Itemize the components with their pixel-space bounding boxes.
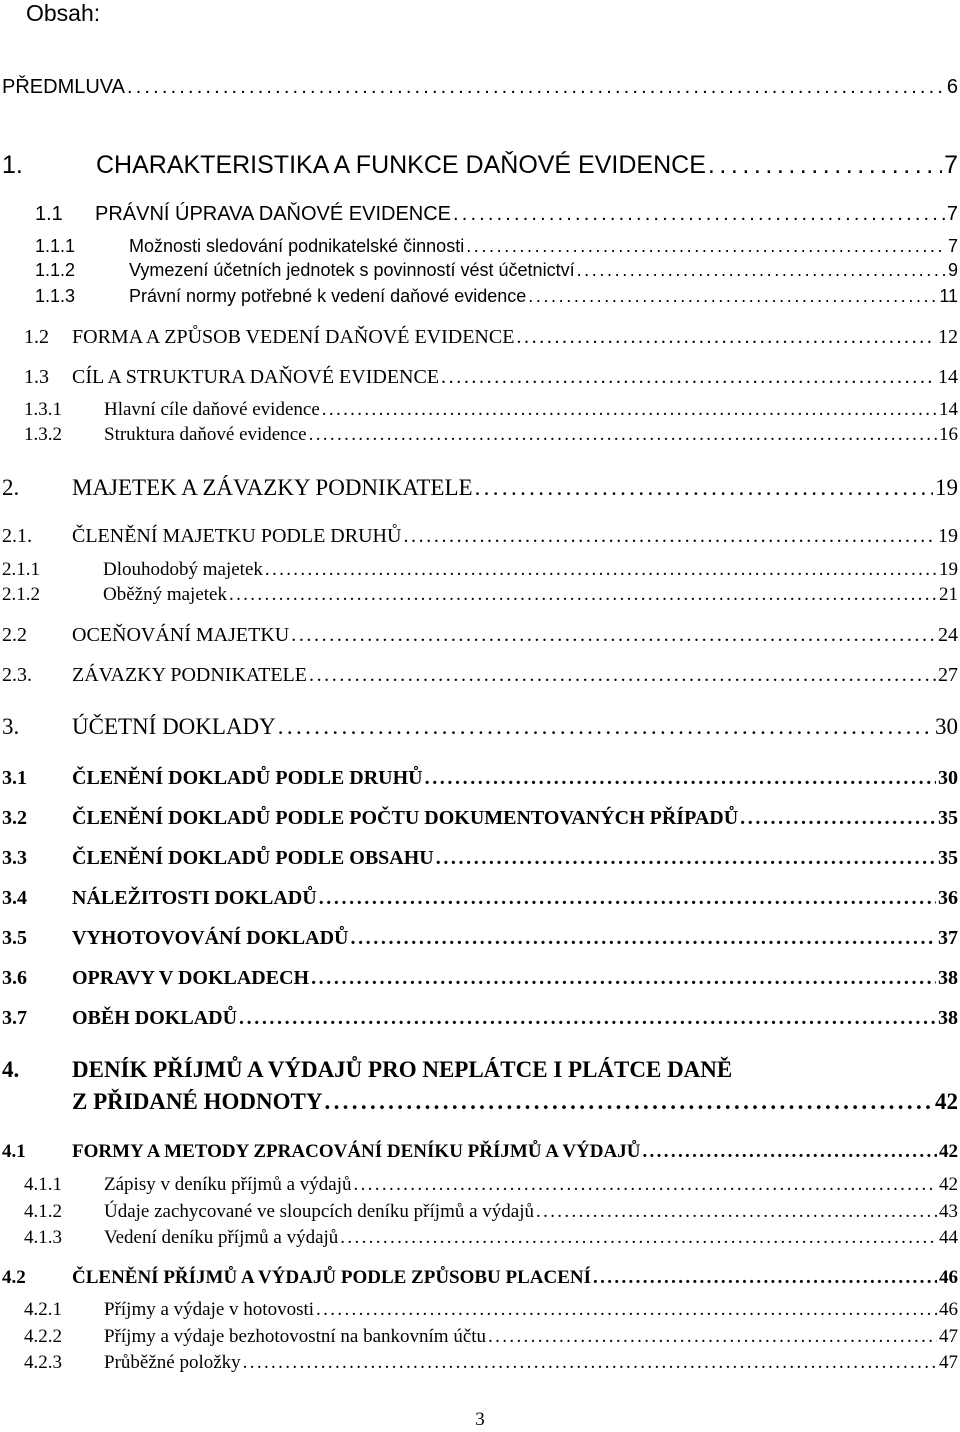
toc-entry[interactable] bbox=[24, 1199, 958, 1224]
toc-leader-dots bbox=[229, 582, 937, 607]
toc-leader-dots bbox=[311, 965, 936, 991]
toc-entry-page: 37 bbox=[938, 927, 958, 949]
toc-entry-number: 1.1.3 bbox=[35, 286, 76, 306]
toc-entry-page: 35 bbox=[938, 807, 958, 829]
toc-entry-number: 3.1 bbox=[2, 767, 27, 789]
toc-entry-number: 3.2 bbox=[2, 807, 27, 829]
toc-leader-dots bbox=[441, 364, 936, 390]
toc-entry-page: 7 bbox=[944, 151, 958, 179]
toc-entry[interactable] bbox=[2, 1005, 958, 1031]
toc-leader-dots bbox=[127, 74, 945, 100]
toc-entry-number: 2.3. bbox=[2, 664, 32, 686]
toc-leader-dots bbox=[322, 397, 937, 422]
toc-entry[interactable] bbox=[2, 885, 958, 911]
toc-entry[interactable] bbox=[24, 1225, 958, 1250]
toc-entry-title: Možnosti sledování podnikatelské činnosti bbox=[129, 236, 465, 256]
toc-entry-title: Zápisy v deníku příjmů a výdajů bbox=[104, 1174, 352, 1195]
toc-entry-number: 3. bbox=[2, 714, 20, 739]
toc-entry-number: 4.2.3 bbox=[24, 1352, 62, 1373]
toc-leader-dots bbox=[239, 1005, 936, 1031]
toc-entry-page: 14 bbox=[938, 366, 958, 388]
toc-entry[interactable] bbox=[2, 712, 958, 741]
toc-entry-number: 2.2 bbox=[2, 624, 27, 646]
toc-entry-number: 3.3 bbox=[2, 847, 27, 869]
toc-entry[interactable] bbox=[35, 284, 958, 308]
toc-entry[interactable] bbox=[2, 622, 958, 648]
toc-entry[interactable] bbox=[2, 765, 958, 791]
toc-entry-title: ČLENĚNÍ PŘÍJMŮ A VÝDAJŮ PODLE ZPŮSOBU PLACENÍ bbox=[72, 1267, 592, 1288]
toc-entry-page: 47 bbox=[939, 1352, 958, 1373]
toc-entry[interactable] bbox=[24, 397, 958, 422]
toc-leader-dots bbox=[324, 1087, 933, 1116]
toc-entry-number: 2. bbox=[2, 475, 20, 500]
toc-entry-page: 16 bbox=[939, 424, 958, 445]
toc-entry-number: 4.1.1 bbox=[24, 1174, 62, 1195]
toc-entry-title: VYHOTOVOVÁNÍ DOKLADŮ bbox=[72, 927, 349, 949]
toc-entry-number: 1.1.1 bbox=[35, 236, 76, 256]
toc-entry-page: 9 bbox=[947, 260, 958, 280]
toc-entry[interactable] bbox=[2, 1265, 958, 1290]
toc-entry[interactable] bbox=[2, 582, 958, 607]
toc-entry-title: Příjmy a výdaje bezhotovostní na bankovním účtu bbox=[104, 1326, 487, 1347]
toc-entry[interactable] bbox=[24, 1350, 958, 1375]
toc-entry[interactable] bbox=[2, 925, 958, 951]
toc-entry[interactable] bbox=[35, 234, 958, 258]
toc-entry-page: 27 bbox=[938, 664, 958, 686]
toc-entry-number: 2.1.1 bbox=[2, 559, 40, 580]
toc-entry-page: 43 bbox=[939, 1201, 958, 1222]
toc-leader-dots bbox=[453, 201, 945, 227]
toc-entry-page: 21 bbox=[939, 584, 958, 605]
toc-entry-title-continued: Z PŘIDANÉ HODNOTY bbox=[72, 1089, 323, 1114]
toc-entry-title: PRÁVNÍ ÚPRAVA DAŇOVÉ EVIDENCE bbox=[95, 203, 452, 225]
toc-leader-dots bbox=[708, 150, 942, 181]
toc-entry-page: 47 bbox=[939, 1326, 958, 1347]
toc-entry[interactable] bbox=[24, 1297, 958, 1322]
toc-entry-page: 11 bbox=[939, 286, 958, 306]
toc-entry-title: Údaje zachycované ve sloupcích deníku příjmů a výdajů bbox=[104, 1201, 534, 1222]
toc-leader-dots bbox=[528, 284, 937, 308]
toc-entry-title: ČLENĚNÍ DOKLADŮ PODLE POČTU DOKUMENTOVANÝCH PŘÍPADŮ bbox=[72, 807, 739, 829]
toc-entry-number: 4.2 bbox=[2, 1267, 26, 1288]
toc-leader-dots bbox=[278, 712, 933, 741]
toc-entry-page: 35 bbox=[938, 847, 958, 869]
toc-entry-number: 2.1. bbox=[2, 525, 32, 547]
toc-entry-number: 3.4 bbox=[2, 887, 27, 909]
toc-leader-dots bbox=[536, 1199, 937, 1224]
toc-entry-page: 19 bbox=[935, 475, 958, 500]
toc-entry[interactable] bbox=[2, 74, 958, 100]
toc-entry-number: 4.2.2 bbox=[24, 1326, 62, 1347]
toc-leader-dots bbox=[243, 1350, 937, 1375]
toc-heading: Obsah: bbox=[26, 0, 101, 26]
toc-entry-page: 12 bbox=[938, 326, 958, 348]
toc-leader-dots bbox=[425, 765, 936, 791]
toc-entry[interactable] bbox=[2, 523, 958, 549]
toc-leader-dots bbox=[265, 557, 937, 582]
toc-entry-title: Příjmy a výdaje v hotovosti bbox=[104, 1299, 315, 1320]
toc-entry[interactable] bbox=[24, 1172, 958, 1197]
toc-entry-page: 19 bbox=[939, 559, 958, 580]
toc-entry-page: 30 bbox=[938, 767, 958, 789]
toc-leader-dots bbox=[516, 324, 936, 350]
toc-entry[interactable] bbox=[35, 258, 958, 282]
toc-leader-dots bbox=[309, 662, 936, 688]
toc-entry-page: 42 bbox=[935, 1089, 958, 1114]
toc-entry-page: 42 bbox=[939, 1174, 958, 1195]
toc-leader-dots bbox=[436, 845, 936, 871]
toc-entry[interactable] bbox=[72, 1087, 958, 1116]
toc-leader-dots bbox=[350, 925, 936, 951]
toc-entry-page: 14 bbox=[939, 399, 958, 420]
toc-entry[interactable] bbox=[2, 662, 958, 688]
toc-entry-title: FORMY A METODY ZPRACOVÁNÍ DENÍKU PŘÍJMŮ A VÝDAJŮ bbox=[72, 1141, 641, 1162]
toc-entry-title: Právní normy potřebné k vedení daňové evidence bbox=[129, 286, 527, 306]
toc-leader-dots bbox=[309, 422, 937, 447]
toc-entry-page: 46 bbox=[939, 1267, 958, 1288]
toc-entry-page: 19 bbox=[938, 525, 958, 547]
toc-entry-title: Vedení deníku příjmů a výdajů bbox=[104, 1227, 339, 1248]
toc-entry-number: 1.3.1 bbox=[24, 399, 62, 420]
toc-entry-title: CHARAKTERISTIKA A FUNKCE DAŇOVÉ EVIDENCE bbox=[96, 151, 706, 179]
toc-leader-dots bbox=[316, 1297, 937, 1322]
toc-entry-title: ČLENĚNÍ MAJETKU PODLE DRUHŮ bbox=[72, 525, 402, 547]
toc-entry[interactable] bbox=[2, 150, 958, 181]
toc-entry-title: ČLENĚNÍ DOKLADŮ PODLE DRUHŮ bbox=[72, 767, 423, 789]
toc-entry[interactable] bbox=[2, 557, 958, 582]
toc-entry-page: 6 bbox=[946, 76, 958, 98]
toc-leader-dots bbox=[466, 234, 946, 258]
toc-entry-title: Průběžné položky bbox=[104, 1352, 241, 1373]
toc-entry[interactable] bbox=[35, 201, 958, 227]
toc-entry-number: 1.1 bbox=[35, 203, 63, 225]
toc-entry-number: 4.1 bbox=[2, 1141, 26, 1162]
toc-leader-dots bbox=[291, 622, 936, 648]
toc-entry-number: 3.7 bbox=[2, 1007, 27, 1029]
toc-entry-number: 4.1.2 bbox=[24, 1201, 62, 1222]
toc-entry[interactable] bbox=[2, 965, 958, 991]
toc-entry-page: 36 bbox=[938, 887, 958, 909]
toc-entry-page: 46 bbox=[939, 1299, 958, 1320]
toc-entry-title: ČLENĚNÍ DOKLADŮ PODLE OBSAHU bbox=[72, 847, 434, 869]
toc-entry-number: 1.1.2 bbox=[35, 260, 76, 280]
toc-entry-title: OPRAVY V DOKLADECH bbox=[72, 967, 310, 989]
toc-leader-dots bbox=[353, 1172, 937, 1197]
toc-entry-number: 3.6 bbox=[2, 967, 27, 989]
toc-entry[interactable] bbox=[24, 324, 958, 350]
toc-entry[interactable] bbox=[24, 364, 958, 390]
toc-entry-page: 24 bbox=[938, 624, 958, 646]
toc-leader-dots bbox=[740, 805, 936, 831]
toc-entry-number: 4.2.1 bbox=[24, 1299, 62, 1320]
toc-entry[interactable] bbox=[2, 1055, 732, 1084]
toc-entry-page: 42 bbox=[939, 1141, 958, 1162]
toc-entry-title: ZÁVAZKY PODNIKATELE bbox=[72, 664, 307, 686]
toc-entry-number: 1.2 bbox=[24, 326, 49, 348]
toc-entry-number: 3.5 bbox=[2, 927, 27, 949]
toc-entry-title: MAJETEK A ZÁVAZKY PODNIKATELE bbox=[72, 475, 473, 500]
toc-entry-number: 1. bbox=[2, 151, 23, 179]
toc-leader-dots bbox=[403, 523, 936, 549]
toc-entry-page: 38 bbox=[938, 1007, 958, 1029]
toc-leader-dots bbox=[577, 258, 946, 282]
toc-entry[interactable] bbox=[2, 473, 958, 502]
toc-entry-title: CÍL A STRUKTURA DAŇOVÉ EVIDENCE bbox=[72, 366, 440, 388]
toc-entry[interactable] bbox=[2, 805, 958, 831]
toc-leader-dots bbox=[475, 473, 933, 502]
toc-entry-number: 1.3 bbox=[24, 366, 49, 388]
toc-entry-title: OBĚH DOKLADŮ bbox=[72, 1007, 238, 1029]
toc-entry-number: 2.1.2 bbox=[2, 584, 40, 605]
toc-entry[interactable] bbox=[24, 422, 958, 447]
page-number-footer: 3 bbox=[475, 1409, 485, 1430]
toc-entry-title: ÚČETNÍ DOKLADY bbox=[72, 714, 276, 739]
toc-entry-page: 7 bbox=[947, 236, 958, 256]
toc-entry-title: Struktura daňové evidence bbox=[104, 424, 307, 445]
toc-leader-dots bbox=[642, 1139, 937, 1164]
toc-leader-dots bbox=[340, 1225, 937, 1250]
toc-entry-title: DENÍK PŘÍJMŮ A VÝDAJŮ PRO NEPLÁTCE I PLÁTCE DANĚ bbox=[72, 1057, 733, 1082]
toc-leader-dots bbox=[593, 1265, 937, 1290]
toc-entry-title: FORMA A ZPŮSOB VEDENÍ DAŇOVÉ EVIDENCE bbox=[72, 326, 515, 348]
toc-entry-title: Vymezení účetních jednotek s povinností vést účetnictví bbox=[129, 260, 575, 280]
toc-entry-title: OCEŇOVÁNÍ MAJETKU bbox=[72, 624, 290, 646]
toc-entry-page: 38 bbox=[938, 967, 958, 989]
toc-entry[interactable] bbox=[2, 845, 958, 871]
toc-entry-number: 4.1.3 bbox=[24, 1227, 62, 1248]
toc-entry-title: PŘEDMLUVA bbox=[2, 76, 125, 98]
toc-entry-title: Oběžný majetek bbox=[103, 584, 227, 605]
toc-leader-dots bbox=[319, 885, 936, 911]
toc-entry-number: 1.3.2 bbox=[24, 424, 62, 445]
toc-entry[interactable] bbox=[2, 1139, 958, 1164]
toc-entry-title: Hlavní cíle daňové evidence bbox=[104, 399, 320, 420]
toc-entry[interactable] bbox=[24, 1324, 958, 1349]
toc-entry-title: Dlouhodobý majetek bbox=[103, 559, 263, 580]
toc-entry-page: 44 bbox=[939, 1227, 958, 1248]
toc-leader-dots bbox=[488, 1324, 937, 1349]
toc-entry-page: 30 bbox=[935, 714, 958, 739]
toc-entry-page: 7 bbox=[946, 203, 958, 225]
toc-entry-number: 4. bbox=[2, 1057, 20, 1082]
toc-entry-title: NÁLEŽITOSTI DOKLADŮ bbox=[72, 887, 317, 909]
